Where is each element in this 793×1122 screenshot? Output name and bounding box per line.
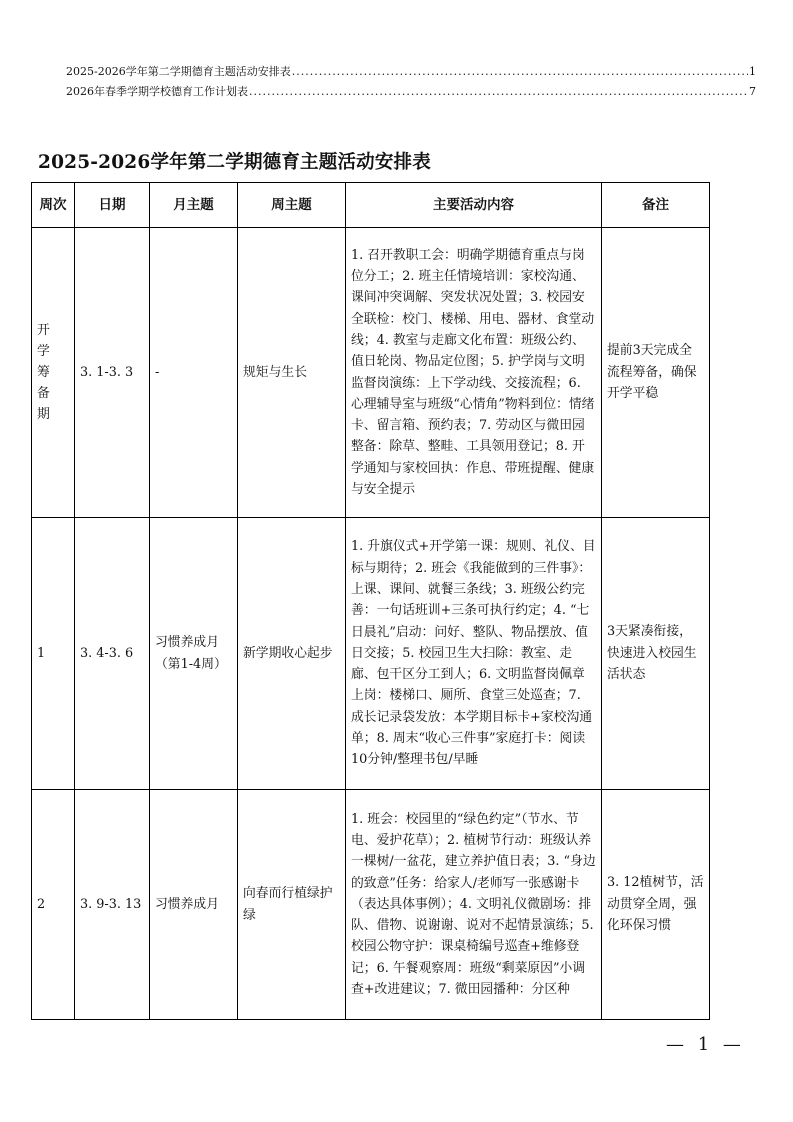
header-week: 周次 <box>32 183 75 228</box>
toc-entry-page: 7 <box>749 85 756 98</box>
table-header-row <box>32 183 710 228</box>
header-note: 备注 <box>602 183 710 228</box>
document-title: 2025-2026学年第二学期德育主题活动安排表 <box>38 152 431 173</box>
week-label: 开学筹备期 <box>37 322 50 422</box>
cell-note: 3. 12植树节，活动贯穿全周，强化环保习惯 <box>602 790 710 1020</box>
toc-entry[interactable] <box>66 82 756 102</box>
cell-note: 3天紧凑衔接，快速进入校园生活状态 <box>602 518 710 790</box>
cell-week: 2 <box>32 790 75 1020</box>
cell-date: 3. 9-3. 13 <box>75 790 150 1020</box>
cell-content: 1. 升旗仪式+开学第一课：规则、礼仪、目标与期待；2. 班会《我能做到的三件事》：上课、课间、就餐三条线；3. 班级公约完善：一句话班训+三条可执行约定；4. “七日晨礼”启动：问好、整队、物品摆放、值日交接；5. 校园卫生大扫除：教室、走廊、包干区分工到人；6. 文明监督岗佩章上岗：楼梯口、厕所、食堂三处巡查；7. 成长记录袋发放：本学期目标卡+家校沟通单；8. 周末“收心三件事”家庭打卡：阅读10分钟/整理书包/早睡 <box>346 518 602 790</box>
header-date: 日期 <box>75 183 150 228</box>
cell-week: 1 <box>32 518 75 790</box>
cell-date: 3. 1-3. 3 <box>75 228 150 518</box>
toc-entry-page: 1 <box>749 65 756 78</box>
cell-week <box>32 228 75 518</box>
cell-week-theme: 新学期收心起步 <box>238 518 346 790</box>
header-month-theme: 月主题 <box>150 183 238 228</box>
header-week-theme: 周主题 <box>238 183 346 228</box>
table-of-contents <box>66 62 756 102</box>
page-number: — 1 — <box>666 1034 745 1055</box>
toc-dot-leader <box>249 82 748 102</box>
toc-entry-title: 2026年春季学期学校德育工作计划表 <box>66 85 248 98</box>
cell-note: 提前3天完成全流程筹备，确保开学平稳 <box>602 228 710 518</box>
cell-month-theme: 习惯养成月（第1-4周） <box>150 518 238 790</box>
table-row <box>32 228 710 518</box>
table-row <box>32 790 710 1020</box>
cell-month-theme: - <box>150 228 238 518</box>
toc-dot-leader <box>292 62 748 82</box>
cell-date: 3. 4-3. 6 <box>75 518 150 790</box>
header-content: 主要活动内容 <box>346 183 602 228</box>
cell-week-theme: 向春而行植绿护绿 <box>238 790 346 1020</box>
cell-month-theme: 习惯养成月 <box>150 790 238 1020</box>
table-row <box>32 518 710 790</box>
activity-schedule-table <box>31 182 710 1020</box>
cell-content: 1. 班会：校园里的“绿色约定”（节水、节电、爱护花草）；2. 植树节行动：班级认养一棵树/一盆花，建立养护值日表；3. “身边的致意”任务：给家人/老师写一张感谢卡（表达具体事例）；4. 文明礼仪微剧场：排队、借物、说谢谢、说对不起情景演练；5. 校园公物守护：课桌椅编号巡查+维修登记；6. 午餐观察周：班级“剩菜原因”小调查+改进建议；7. 微田园播种：分区种 <box>346 790 602 1020</box>
toc-entry-title: 2025-2026学年第二学期德育主题活动安排表 <box>66 65 291 78</box>
cell-week-theme: 规矩与生长 <box>238 228 346 518</box>
toc-entry[interactable] <box>66 62 756 82</box>
cell-content: 1. 召开教职工会：明确学期德育重点与岗位分工；2. 班主任情境培训：家校沟通、课间冲突调解、突发状况处置；3. 校园安全联检：校门、楼梯、用电、器材、食堂动线；4. 教室与走廊文化布置：班级公约、值日轮岗、物品定位图；5. 护学岗与文明监督岗演练：上下学动线、交接流程；6. 心理辅导室与班级“心情角”物料到位：情绪卡、留言箱、预约表；7. 劳动区与微田园整备：除草、整畦、工具领用登记；8. 开学通知与家校回执：作息、带班提醒、健康与安全提示 <box>346 228 602 518</box>
